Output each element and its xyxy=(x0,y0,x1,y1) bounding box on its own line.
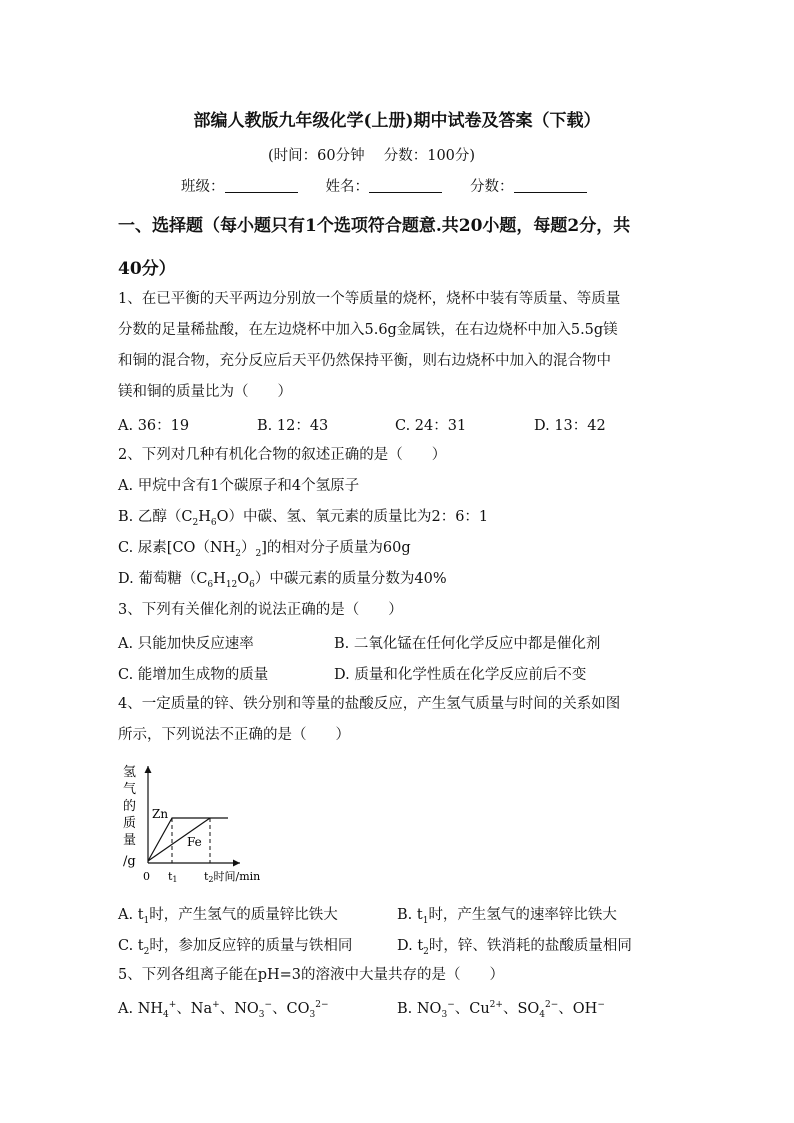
name-label: 姓名： xyxy=(325,179,369,195)
q3-option-d: D. 质量和化学性质在化学反应前后不变 xyxy=(334,667,587,683)
q2-option-b: B. 乙醇$(C_2H_6O)$中碳、氢、氧元素的质量比为2：6：1 xyxy=(118,509,489,528)
q1-option-a: A. 36：19 xyxy=(118,418,190,434)
page-title: 部编人教版九年级化学(上册)期中试卷及答案（下载） xyxy=(193,111,601,131)
y-axis-label: 氢 xyxy=(123,765,137,780)
q2-stem: 2、下列对几种有机化合物的叙述正确的是（ ） xyxy=(118,447,447,463)
section-heading-cont: 40分） xyxy=(118,259,176,279)
q3-option-a: A. 只能加快反应速率 xyxy=(118,636,254,652)
student-info-row xyxy=(181,175,615,196)
class-blank xyxy=(225,178,298,193)
score-label: 分数： xyxy=(470,179,514,195)
q2-option-c: C. 尿素$[CO(NH_2)_2]$的相对分子质量为60g xyxy=(118,540,411,559)
section-heading: 一、选择题（每小题只有1个选项符合题意.共20小题，每题2分，共 xyxy=(118,216,631,236)
q4-stem-line: 4、一定质量的锌、铁分别和等量的盐酸反应，产生氢气质量与时间的关系如图 xyxy=(118,696,621,712)
y-axis-label: 质 xyxy=(123,816,137,831)
q1-stem-line: 分数的足量稀盐酸，在左边烧杯中加入5.6g金属铁，在右边烧杯中加入5.5g镁 xyxy=(118,322,618,338)
fe-label: Fe xyxy=(187,835,202,849)
q1-stem-line: 和铜的混合物，充分反应后天平仍然保持平衡，则右边烧杯中加入的混合物中 xyxy=(118,353,611,369)
q4-option-d: D. $t_2$时，锌、铁消耗的盐酸质量相同 xyxy=(397,938,632,957)
q4-option-a: A. $t_1$时，产生氢气的质量锌比铁大 xyxy=(118,907,338,926)
y-axis-label: /g xyxy=(123,854,136,869)
y-axis-label: 量 xyxy=(123,833,137,848)
name-blank xyxy=(369,178,442,193)
q5-option-a: A. $NH_4^+$、Na+、$NO_3^-$、$CO_3^{2-}$ xyxy=(118,1000,329,1020)
zn-label: Zn xyxy=(152,807,169,821)
q3-stem: 3、下列有关催化剂的说法正确的是（ ） xyxy=(118,602,403,618)
q3-option-b: B. 二氧化锰在任何化学反应中都是催化剂 xyxy=(334,636,601,652)
hydrogen-time-graph xyxy=(110,758,290,890)
t2-label: t2时间/min xyxy=(204,870,261,884)
q1-stem-line: 镁和铜的质量比为（ ） xyxy=(118,384,292,400)
exam-info: (时间：60分钟 分数：100分) xyxy=(268,148,476,164)
q4-option-c: C. $t_2$时，参加反应锌的质量与铁相同 xyxy=(118,938,353,957)
q1-option-c: C. 24：31 xyxy=(395,418,467,434)
q2-option-a: A. 甲烷中含有1个碳原子和4个氢原子 xyxy=(118,478,360,494)
q5-option-b: B. $NO_3^-$、$Cu^{2+}$、$SO_4^{2-}$、OH− xyxy=(397,1000,605,1020)
class-label: 班级： xyxy=(181,179,225,195)
t1-label: t1 xyxy=(168,870,178,884)
q1-stem-line: 1、在已平衡的天平两边分别放一个等质量的烧杯，烧杯中装有等质量、等质量 xyxy=(118,291,621,307)
q3-option-c: C. 能增加生成物的质量 xyxy=(118,667,269,683)
origin-label: 0 xyxy=(143,870,150,883)
q1-option-d: D. 13：42 xyxy=(534,418,606,434)
q4-option-b: B. $t_1$时，产生氢气的速率锌比铁大 xyxy=(397,907,617,926)
y-axis-label: 的 xyxy=(123,799,137,814)
score-blank xyxy=(514,178,587,193)
y-axis-label: 气 xyxy=(123,782,137,797)
q2-option-d: D. 葡萄糖$(C_6H_{12}O_6)$中碳元素的质量分数为40% xyxy=(118,571,447,590)
q4-stem-line: 所示，下列说法不正确的是（ ） xyxy=(118,727,350,743)
q5-stem: 5、下列各组离子能在pH=3的溶液中大量共存的是（ ） xyxy=(118,967,505,983)
q1-option-b: B. 12：43 xyxy=(257,418,329,434)
